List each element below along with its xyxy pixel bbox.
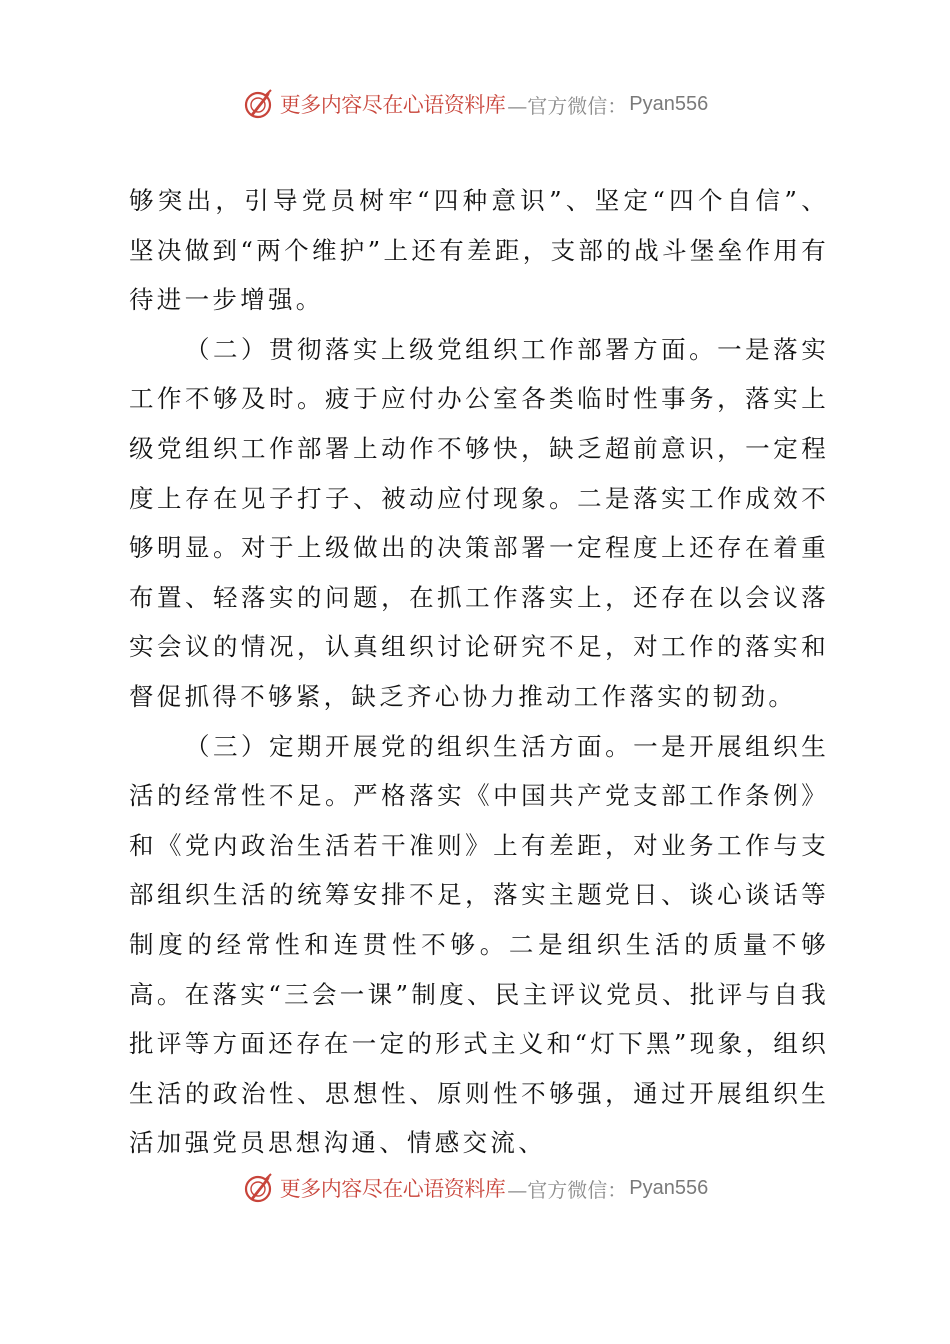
paragraph-section-2: （二）贯彻落实上级党组织工作部署方面。一是落实工作不够及时。疲于应付办公室各类临时性事务，落实上级党组织工作部署上动作不够快，缺乏超前意识，一定程度上存在见子打子、被动应付现象。二是落实工作成效不够明显。对于上级做出的决策部署一定程度上还存在着重布置、轻落实的问题，在抓工作落实上，还存在以会议落实会议的情况，认真组织讨论研究不足，对工作的落实和督促抓得不够紧，缺乏齐心协力推动工作落实的韧劲。: [129, 334, 829, 711]
paragraph-section-3: （三）定期开展党的组织生活方面。一是开展组织生活的经常性不足。严格落实《中国共产党支部工作条例》和《党内政治生活若干准则》上有差距，对业务工作与支部组织生活的统筹安排不足，落实主题党日、谈心谈话等制度的经常性和连贯性不够。二是组织生活的质量不够高。在落实“三会一课”制度、民主评议党员、批评与自我批评等方面还存在一定的形式主义和“灯下黑”现象，组织生活的政治性、思想性、原则性不够强，通过开展组织生活加强党员思想沟通、情感交流、: [129, 731, 829, 1158]
banner-separator: —官方微信：: [507, 93, 628, 118]
pen-nib-circle-icon: [242, 87, 276, 121]
document-body: [129, 176, 829, 1168]
header-banner: [0, 82, 950, 126]
pen-nib-circle-icon: [242, 1171, 276, 1205]
banner-wechat-id: Pyan556: [629, 92, 709, 115]
banner-separator: —官方微信：: [507, 1177, 628, 1202]
paragraph-continuation: 够突出，引导党员树牢“四种意识”、坚定“四个自信”、坚决做到“两个维护”上还有差距，支部的战斗堡垒作用有待进一步增强。: [129, 186, 829, 315]
banner-title: 更多内容尽在心语资料库: [279, 1177, 506, 1201]
banner-title: 更多内容尽在心语资料库: [279, 93, 506, 117]
footer-banner: [0, 1166, 950, 1210]
banner-wechat-id: Pyan556: [629, 1176, 709, 1199]
